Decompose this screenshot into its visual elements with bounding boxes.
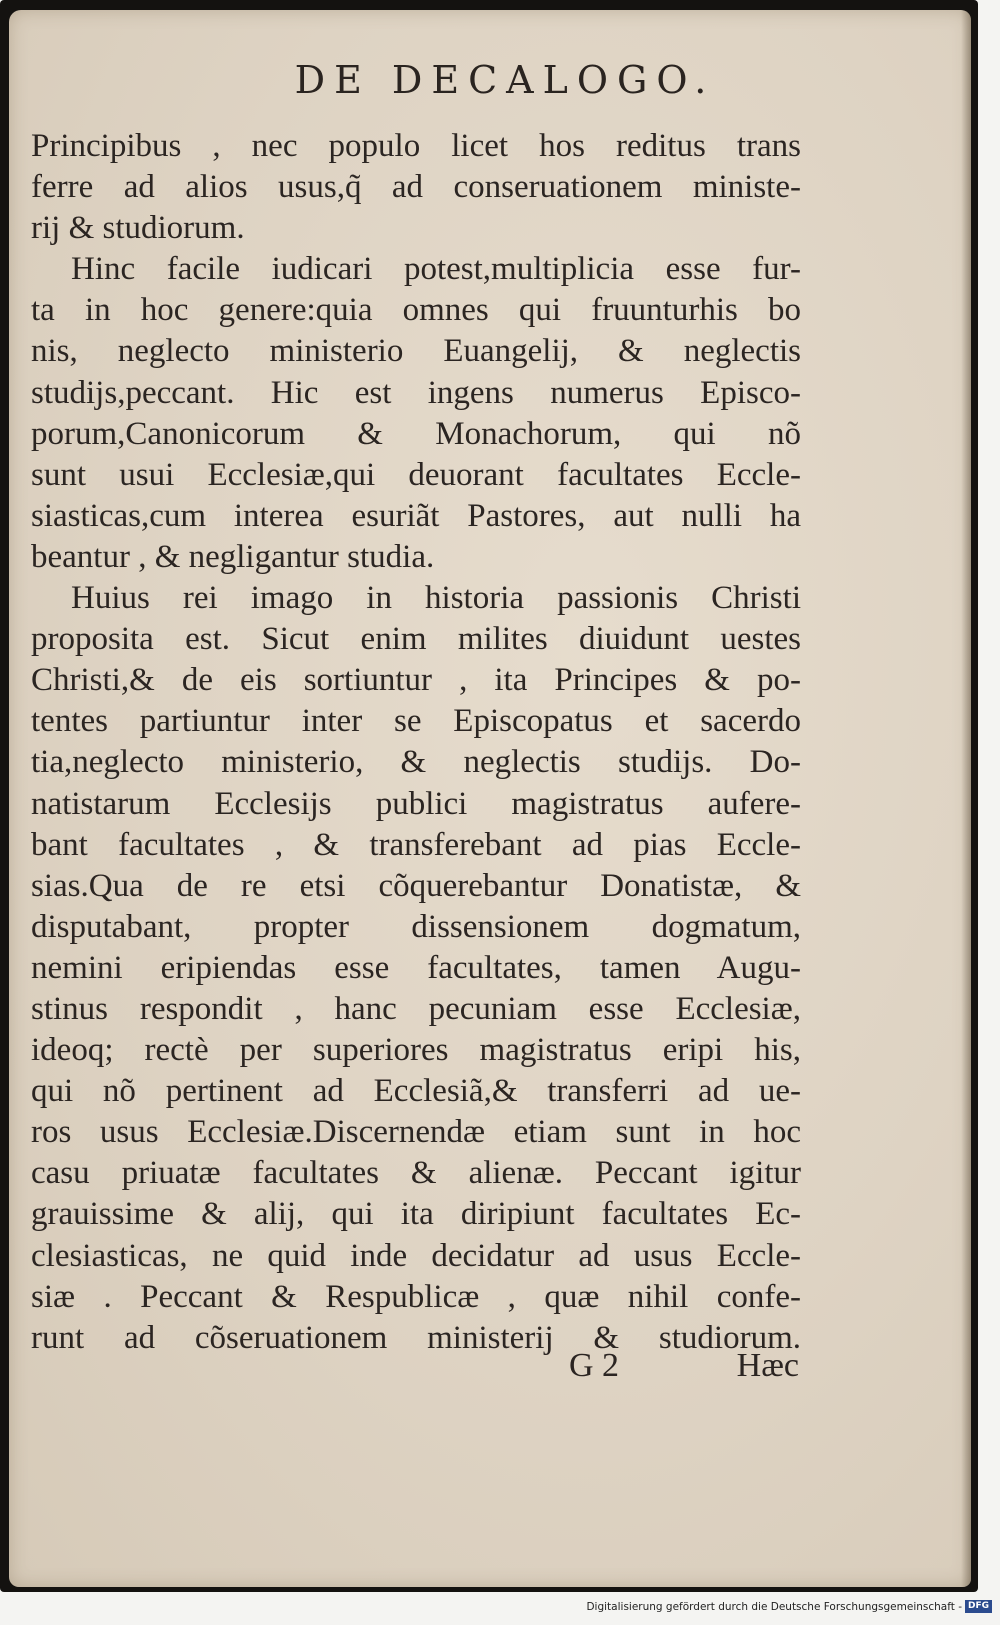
body-text: [31, 126, 801, 1359]
text-line: clesiasticas, ne quid inde decidatur ad usus Eccle-: [31, 1237, 801, 1274]
text-line: nemini eripiendas esse facultates, tamen Augu-: [31, 949, 801, 986]
dfg-logo: DFG: [965, 1600, 992, 1613]
text-line: ros usus Ecclesiæ.Discernendæ etiam sunt in hoc: [31, 1114, 801, 1151]
text-line: ferre ad alios usus,q̃ ad conseruationem ministe-: [31, 169, 801, 206]
text-line: beantur , & negligantur studia.: [31, 538, 435, 575]
catchword: Hæc: [736, 1347, 799, 1384]
text-line: Principibus , nec populo licet hos reditus trans: [31, 128, 801, 164]
text-line: sias.Qua de re etsi cõquerebantur Donatistæ, &: [31, 867, 801, 904]
text-line: nis, neglecto ministerio Euangelij, & neglectis: [31, 333, 801, 370]
text-line: tia,neglecto ministerio, & neglectis studijs. Do-: [31, 744, 801, 781]
text-line: siæ . Peccant & Respublicæ , quæ nihil confe-: [31, 1278, 801, 1315]
text-line: ideoq; rectè per superiores magistratus eripi his,: [31, 1032, 801, 1069]
text-line: qui nõ pertinent ad Ecclesiã,& transferri ad ue-: [31, 1073, 801, 1110]
text-line: Christi,& de eis sortiuntur , ita Principes & po-: [31, 662, 801, 699]
book-page: [9, 10, 971, 1587]
text-line: sunt usui Ecclesiæ,qui deuorant facultates Eccle-: [31, 456, 801, 493]
footer-text: Digitalisierung gefördert durch die Deutsche Forschungsgemeinschaft -: [586, 1600, 962, 1613]
text-line: Huius rei imago in historia passionis Christi: [71, 580, 801, 617]
text-line: siasticas,cum interea esuriãt Pastores, aut nulli ha: [31, 497, 801, 534]
signature-mark: G 2: [569, 1347, 620, 1384]
text-line: bant facultates , & transferebant ad pias Eccle-: [31, 826, 801, 863]
text-line: grauissime & alij, qui ita diripiunt facultates Ec-: [31, 1196, 801, 1233]
running-header: DE DECALOGO.: [294, 58, 716, 102]
text-line: runt ad cõseruationem ministerij & studiorum.: [31, 1319, 801, 1356]
text-line: rij & studiorum.: [31, 210, 245, 247]
text-line: natistarum Ecclesijs publici magistratus aufere-: [31, 785, 801, 822]
signature-line: [569, 1347, 799, 1388]
text-line: disputabant, propter dissensionem dogmatum,: [31, 908, 801, 945]
text-line: proposita est. Sicut enim milites diuidunt uestes: [31, 621, 801, 658]
text-line: studijs,peccant. Hic est ingens numerus Episco-: [31, 374, 801, 411]
text-line: stinus respondit , hanc pecuniam esse Ecclesiæ,: [31, 990, 801, 1027]
text-line: porum,Canonicorum & Monachorum, qui nõ: [31, 415, 801, 452]
text-line: tentes partiuntur inter se Episcopatus et sacerdo: [31, 703, 801, 740]
text-line: casu priuatæ facultates & alienæ. Peccant igitur: [31, 1155, 801, 1192]
footer-credit: [586, 1600, 992, 1613]
text-line: ta in hoc genere:quia omnes qui fruunturhis bo: [31, 292, 801, 329]
text-line: Hinc facile iudicari potest,multiplicia esse fur-: [71, 251, 801, 288]
